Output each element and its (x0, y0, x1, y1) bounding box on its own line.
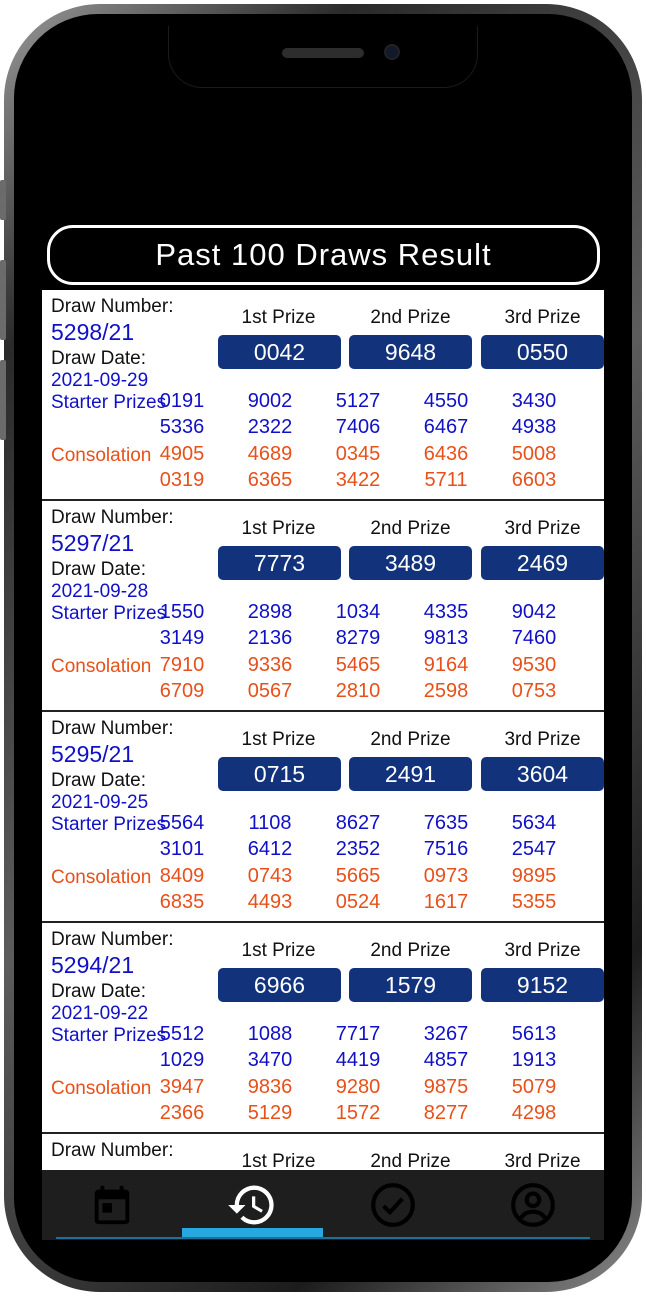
consolation-prize-number: 0567 (247, 680, 293, 702)
consolation-label: Consolation (51, 445, 152, 466)
draw-number-label: Draw Number: (51, 296, 174, 317)
consolation-prize-number: 1617 (423, 891, 469, 913)
starter-prizes-label: Starter Prizes (51, 814, 167, 835)
consolation-prize-number: 9336 (247, 654, 293, 676)
starter-prize-number: 3101 (159, 838, 205, 860)
draw-date-value: 2021-09-25 (51, 792, 149, 813)
starter-prize-number: 2136 (247, 627, 293, 649)
draw-number-label: Draw Number: (51, 1140, 174, 1161)
consolation-prize-number: 0743 (247, 865, 293, 887)
second-prize-value: 9648 (349, 335, 472, 369)
consolation-prize-number: 6709 (159, 680, 205, 702)
starter-prize-number: 6412 (247, 838, 293, 860)
first-prize-label: 1st Prize (241, 729, 316, 750)
consolation-prize-number: 8277 (423, 1102, 469, 1124)
first-prize-label: 1st Prize (241, 518, 316, 539)
starter-prize-number: 2322 (247, 416, 293, 438)
consolation-prize-number: 2366 (159, 1102, 205, 1124)
draw-date-label: Draw Date: (51, 559, 147, 580)
starter-prize-number: 9042 (511, 601, 557, 623)
consolation-prize-number: 6603 (511, 469, 557, 491)
consolation-label: Consolation (51, 867, 152, 888)
page-title: Past 100 Draws Result (47, 225, 600, 285)
starter-prize-number: 7635 (423, 812, 469, 834)
bottom-nav (42, 1170, 604, 1240)
starter-prizes-label: Starter Prizes (51, 1025, 167, 1046)
draw-number-label: Draw Number: (51, 507, 174, 528)
third-prize-label: 3rd Prize (504, 729, 581, 750)
second-prize-value: 1579 (349, 968, 472, 1002)
starter-prize-number: 5564 (159, 812, 205, 834)
consolation-prize-number: 4905 (159, 443, 205, 465)
starter-prize-number: 1034 (335, 601, 381, 623)
starter-prize-number: 3267 (423, 1023, 469, 1045)
consolation-prize-number: 5129 (247, 1102, 293, 1124)
consolation-prize-number: 9530 (511, 654, 557, 676)
starter-prize-number: 5634 (511, 812, 557, 834)
starter-prizes-label: Starter Prizes (51, 392, 167, 413)
starter-prize-number: 7516 (423, 838, 469, 860)
third-prize-value: 0550 (481, 335, 604, 369)
first-prize-value: 6966 (218, 968, 341, 1002)
first-prize-label: 1st Prize (241, 1151, 316, 1170)
draw-number-value: 5295/21 (51, 741, 135, 767)
first-prize-value: 0042 (218, 335, 341, 369)
consolation-prize-number: 1572 (335, 1102, 381, 1124)
consolation-prize-number: 6436 (423, 443, 469, 465)
draw-results-list[interactable] (42, 290, 604, 1170)
draw-number-label: Draw Number: (51, 718, 174, 739)
consolation-prize-number: 4493 (247, 891, 293, 913)
second-prize-label: 2nd Prize (370, 940, 451, 961)
second-prize-label: 2nd Prize (370, 518, 451, 539)
consolation-prize-number: 5355 (511, 891, 557, 913)
nav-active-indicator (182, 1228, 323, 1237)
starter-prize-number: 4550 (423, 390, 469, 412)
starter-prize-number: 5127 (335, 390, 381, 412)
starter-prize-number: 7460 (511, 627, 557, 649)
draw-date-label: Draw Date: (51, 770, 147, 791)
consolation-prize-number: 2598 (423, 680, 469, 702)
starter-prize-number: 0191 (159, 390, 205, 412)
starter-prize-number: 5613 (511, 1023, 557, 1045)
third-prize-value: 9152 (481, 968, 604, 1002)
starter-prize-number: 4335 (423, 601, 469, 623)
third-prize-label: 3rd Prize (504, 518, 581, 539)
consolation-prize-number: 0973 (423, 865, 469, 887)
consolation-prize-number: 9836 (247, 1076, 293, 1098)
draw-number-value: 5298/21 (51, 319, 135, 345)
nav-account[interactable] (463, 1170, 603, 1240)
consolation-prize-number: 5008 (511, 443, 557, 465)
draw-card[interactable] (42, 1134, 604, 1170)
third-prize-value: 2469 (481, 546, 604, 580)
consolation-prize-number: 0753 (511, 680, 557, 702)
consolation-prize-number: 9895 (511, 865, 557, 887)
starter-prize-number: 3149 (159, 627, 205, 649)
consolation-prize-number: 0345 (335, 443, 381, 465)
consolation-prize-number: 5665 (335, 865, 381, 887)
consolation-label: Consolation (51, 1078, 152, 1099)
first-prize-label: 1st Prize (241, 940, 316, 961)
consolation-prize-number: 0524 (335, 891, 381, 913)
draw-card[interactable] (42, 712, 604, 923)
draw-date-value: 2021-09-29 (51, 370, 149, 391)
draw-date-value: 2021-09-22 (51, 1003, 149, 1024)
speaker (282, 48, 364, 58)
starter-prize-number: 3470 (247, 1049, 293, 1071)
starter-prize-number: 9002 (247, 390, 293, 412)
draw-number-value: 5294/21 (51, 952, 135, 978)
third-prize-value: 3604 (481, 757, 604, 791)
starter-prize-number: 1029 (159, 1049, 205, 1071)
starter-prize-number: 1550 (159, 601, 205, 623)
consolation-prize-number: 3422 (335, 469, 381, 491)
consolation-prize-number: 3947 (159, 1076, 205, 1098)
starter-prize-number: 8279 (335, 627, 381, 649)
draw-card[interactable] (42, 501, 604, 712)
starter-prize-number: 5336 (159, 416, 205, 438)
second-prize-label: 2nd Prize (370, 1151, 451, 1170)
consolation-label: Consolation (51, 656, 152, 677)
starter-prize-number: 8627 (335, 812, 381, 834)
starter-prizes-label: Starter Prizes (51, 603, 167, 624)
phone-mute-switch (0, 180, 6, 220)
nav-underline (56, 1237, 590, 1239)
starter-prize-number: 7717 (335, 1023, 381, 1045)
nav-calendar[interactable] (42, 1170, 182, 1240)
second-prize-value: 2491 (349, 757, 472, 791)
starter-prize-number: 2352 (335, 838, 381, 860)
consolation-prize-number: 0319 (159, 469, 205, 491)
starter-prize-number: 2547 (511, 838, 557, 860)
second-prize-label: 2nd Prize (370, 307, 451, 328)
consolation-prize-number: 5079 (511, 1076, 557, 1098)
starter-prize-number: 7406 (335, 416, 381, 438)
consolation-prize-number: 6365 (247, 469, 293, 491)
draw-number-value: 5297/21 (51, 530, 135, 556)
front-camera (384, 44, 400, 60)
consolation-prize-number: 9280 (335, 1076, 381, 1098)
starter-prize-number: 3430 (511, 390, 557, 412)
starter-prize-number: 6467 (423, 416, 469, 438)
consolation-prize-number: 4298 (511, 1102, 557, 1124)
draw-card[interactable] (42, 290, 604, 501)
starter-prize-number: 9813 (423, 627, 469, 649)
third-prize-label: 3rd Prize (504, 307, 581, 328)
phone-volume-up (0, 260, 6, 340)
first-prize-label: 1st Prize (241, 307, 316, 328)
consolation-prize-number: 7910 (159, 654, 205, 676)
second-prize-value: 3489 (349, 546, 472, 580)
consolation-prize-number: 5465 (335, 654, 381, 676)
history-icon (226, 1179, 278, 1231)
consolation-prize-number: 2810 (335, 680, 381, 702)
starter-prize-number: 2898 (247, 601, 293, 623)
starter-prize-number: 5512 (159, 1023, 205, 1045)
starter-prize-number: 4419 (335, 1049, 381, 1071)
starter-prize-number: 4938 (511, 416, 557, 438)
starter-prize-number: 4857 (423, 1049, 469, 1071)
second-prize-label: 2nd Prize (370, 729, 451, 750)
consolation-prize-number: 6835 (159, 891, 205, 913)
draw-date-value: 2021-09-28 (51, 581, 149, 602)
draw-date-label: Draw Date: (51, 348, 147, 369)
consolation-prize-number: 5711 (424, 469, 468, 491)
starter-prize-number: 1108 (248, 812, 292, 834)
calendar-icon (89, 1182, 135, 1228)
starter-prize-number: 1913 (511, 1049, 557, 1071)
consolation-prize-number: 4689 (247, 443, 293, 465)
draw-number-label: Draw Number: (51, 929, 174, 950)
nav-check[interactable] (323, 1170, 463, 1240)
third-prize-label: 3rd Prize (504, 940, 581, 961)
consolation-prize-number: 9164 (423, 654, 469, 676)
consolation-prize-number: 9875 (423, 1076, 469, 1098)
draw-card[interactable] (42, 923, 604, 1134)
starter-prize-number: 1088 (247, 1023, 293, 1045)
phone-volume-down (0, 360, 6, 440)
third-prize-label: 3rd Prize (504, 1151, 581, 1170)
check-circle-icon (368, 1180, 418, 1230)
consolation-prize-number: 8409 (159, 865, 205, 887)
first-prize-value: 7773 (218, 546, 341, 580)
account-icon (508, 1180, 558, 1230)
draw-date-label: Draw Date: (51, 981, 147, 1002)
first-prize-value: 0715 (218, 757, 341, 791)
